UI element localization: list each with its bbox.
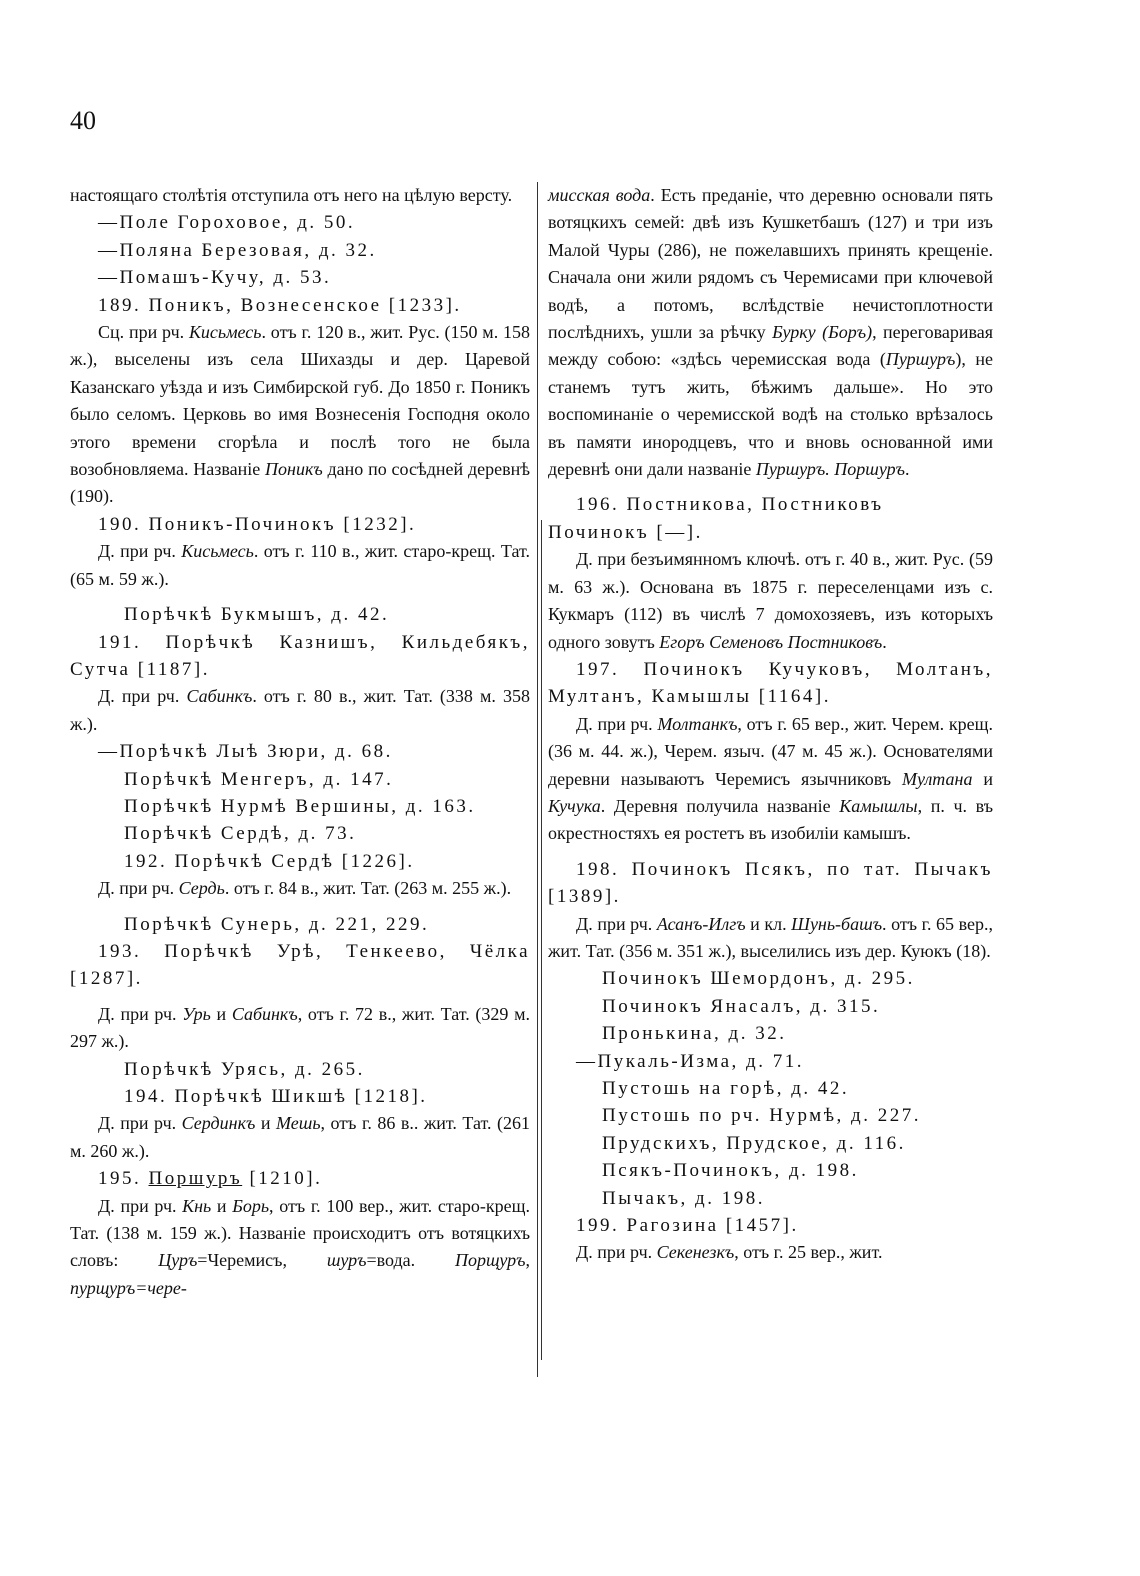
river-name: Борь	[232, 1195, 270, 1216]
river-name: Молтанкъ	[657, 713, 738, 734]
text: Д. при рч.	[98, 1195, 183, 1216]
text: . Деревня получила названіе	[600, 795, 840, 816]
text: . отъ г. 110 в., жит. старо-крещ. Тат. (65 м. 59 ж.).	[70, 541, 530, 589]
text: Д. при рч.	[576, 913, 657, 934]
cross-ref: —Поляна Березовая, д. 32.	[98, 239, 377, 261]
word: шуръ	[326, 1250, 367, 1271]
place-name: Поникъ	[265, 459, 323, 480]
entry-heading-195	[70, 1165, 530, 1192]
entry-heading-194: 194. Порѣчкѣ Шикшѣ [1218].	[124, 1086, 428, 1107]
river-name: Секенезкъ	[656, 1242, 735, 1263]
text: и кл.	[745, 913, 792, 934]
river-name: Урь	[182, 1003, 211, 1024]
text: , отъ г. 25 вер., жит.	[734, 1242, 883, 1263]
text: Сц. при рч.	[98, 322, 189, 343]
text: , переговаривая между собою: «здѣсь черемисская вода (	[548, 322, 993, 370]
river-name: Сердинкъ	[181, 1113, 256, 1134]
text: , отъ г. 100 вер., жит. старо-крещ. Тат. (138 м. 159 ж.). Названіе происходитъ отъ вотяцкихъ словъ:	[70, 1195, 530, 1271]
river-name: Сабинкъ	[186, 686, 253, 707]
text: .	[882, 631, 887, 652]
right-column	[548, 182, 993, 1267]
entry-body-191	[70, 683, 530, 738]
text: , отъ г. 86 в.. жит. Тат. (261 м. 260 ж.).	[70, 1113, 530, 1161]
cross-ref: —Пукаль-Изма, д. 71.	[576, 1050, 804, 1072]
river-name: Мешь	[276, 1113, 321, 1134]
entry-body-192	[70, 875, 530, 902]
cross-ref: Пустошь на горѣ, д. 42.	[602, 1078, 850, 1099]
cross-ref: Порѣчкѣ Сердѣ, д. 73.	[124, 823, 357, 845]
text: и	[972, 768, 993, 789]
entry-body-195	[70, 1193, 530, 1303]
river-name: Кнь	[182, 1195, 212, 1216]
cross-ref: Пустошь по рч. Нурмѣ, д. 227.	[602, 1105, 921, 1127]
text: Д. при рч.	[576, 713, 658, 734]
text: . отъ г. 84 в., жит. Тат. (263 м. 255 ж.).	[224, 878, 512, 899]
text: Д. при рч.	[98, 686, 187, 707]
cross-ref: Пычакъ, д. 198.	[602, 1187, 765, 1209]
river-name: Бурку (Боръ)	[772, 322, 873, 343]
cross-ref: Порѣчкѣ Урясь, д. 265.	[124, 1058, 365, 1080]
entry-heading-192: 192. Порѣчкѣ Сердѣ [1226].	[124, 850, 415, 872]
cross-ref: Прудскихъ, Прудское, д. 116.	[602, 1132, 906, 1154]
entry-body-198	[548, 911, 993, 966]
text: и	[211, 1195, 233, 1216]
cross-ref: Порѣчкѣ Нурмѣ Вершины, д. 163.	[124, 795, 476, 817]
text: дано по сосѣдней деревнѣ (190).	[70, 459, 530, 507]
entry-heading-189: 189. Поникъ, Вознесенское [1233].	[98, 294, 462, 316]
page-number: 40	[70, 106, 96, 135]
entry-body-194	[70, 1110, 530, 1165]
spring-name: Шунь-башъ	[791, 913, 883, 934]
cross-ref: —Порѣчкѣ Лыѣ Зюри, д. 68.	[98, 741, 393, 763]
column-divider-inner	[541, 520, 542, 1360]
word: Пуршуръ	[885, 349, 956, 370]
entry-name: Поршуръ	[148, 1168, 243, 1190]
person-name: Кучука	[548, 795, 601, 816]
word: Порщуръ	[455, 1250, 526, 1271]
entry-body-190	[70, 538, 530, 593]
text: . отъ г. 120 в., жит. Рус. (150 м. 158 ж.), выселены изъ села Шихазды и дер. Царевой Казанскаго уѣзда и изъ Симбирской губ. До 1850 г. Поникъ было селомъ. Церковь во имя Вознесенія Господня около этого времени сгорѣла и послѣ того не была возобновляема. Названіе	[70, 322, 530, 480]
entry-body-197	[548, 711, 993, 848]
river-name: Сабинкъ	[231, 1003, 298, 1024]
cross-ref: Порѣчкѣ Менгеръ, д. 147.	[124, 768, 394, 790]
text: . отъ г. 80 в., жит. Тат. (338 м. 358 ж.).	[70, 686, 530, 734]
text: , отъ г. 65 вер., жит. Черем. крещ. (36 м. 44. ж.), Черем. языч. (47 м. 45 ж.). Основателями деревни называютъ Черемисъ язычниковъ	[548, 713, 993, 789]
text: , отъ г. 72 в., жит. Тат. (329 м. 297 ж.).	[70, 1003, 530, 1052]
entry-heading-196: 196. Постникова, Постниковъ	[576, 494, 884, 516]
cross-ref: —Поле Гороховое, д. 50.	[98, 212, 356, 234]
river-name: Кисьмесь	[188, 322, 262, 343]
entry-body-199	[548, 1239, 993, 1266]
cross-ref: Псякъ-Починокъ, д. 198.	[602, 1160, 859, 1182]
text: Д. при рч.	[98, 541, 182, 562]
entry-heading-197: 197. Починокъ Кучуковъ, Молтанъ, Мултанъ, Камышлы [1164].	[548, 658, 993, 708]
cross-ref: —Помашъ-Кучу, д. 53.	[98, 267, 332, 289]
text: =вода.	[366, 1250, 456, 1271]
entry-heading-196-cont: Починокъ [—].	[548, 521, 703, 543]
river-name: Кисьмесь	[181, 541, 254, 562]
text: , п. ч. въ окрестностяхъ ея ростетъ въ изобиліи камышъ.	[548, 795, 994, 844]
word: пурщуръ=чере-	[70, 1277, 187, 1298]
text: Д. при безъимянномъ ключѣ. отъ г. 40 в., жит. Рус. (59 м. 63 ж.). Основана въ 1875 г. переселенцами изъ с. Кукмаръ (112) въ числѣ 7 домохозяевъ, изъ которыхъ одного зовутъ	[548, 549, 993, 652]
paragraph-continuation: настоящаго столѣтія отступила отъ него на цѣлую версту.	[70, 185, 513, 205]
text: . отъ г. 65 вер., жит. Тат. (356 м. 351 ж.), выселились изъ дер. Куюкъ (18).	[548, 913, 993, 961]
text: Д. при рч.	[576, 1242, 657, 1263]
word: Цуръ	[158, 1250, 198, 1271]
entry-heading-191: 191. Порѣчкѣ Казнишъ, Кильдебякъ, Сутча [1187].	[70, 631, 530, 680]
cross-ref: Починокъ Янасалъ, д. 315.	[602, 995, 881, 1017]
person-name: Егоръ Семеновъ Постниковъ	[659, 631, 883, 652]
word: мисская вода	[548, 185, 651, 205]
text: ,	[525, 1250, 530, 1271]
paragraph-continuation	[548, 182, 993, 483]
left-column	[70, 182, 530, 1302]
entry-code: [1210].	[242, 1168, 323, 1190]
entry-number: 195.	[98, 1168, 149, 1190]
text: Д. при рч.	[98, 1003, 183, 1024]
entry-heading-193: 193. Порѣчкѣ Урѣ, Тенкеево, Чёлка [1287].	[70, 940, 530, 990]
cross-ref: Порѣчкѣ Букмышъ, д. 42.	[124, 604, 390, 626]
text: и	[255, 1113, 276, 1134]
column-divider	[537, 182, 538, 1377]
river-name: Сердь	[178, 878, 225, 899]
text: =Черемисъ,	[197, 1250, 327, 1271]
text: и	[210, 1003, 232, 1024]
person-name: Мултана	[901, 768, 973, 789]
cross-ref: Пронькина, д. 32.	[602, 1023, 787, 1045]
text: ), не станемъ тутъ жить, бѣжимъ дальше». Но это воспоминаніе о черемисской водѣ на столько врѣзалось въ памяти инородцевъ, что и вновь основанной ими деревнѣ они дали названіе	[548, 349, 993, 480]
entry-heading-199: 199. Рагозина [1457].	[576, 1215, 799, 1237]
entry-heading-190: 190. Поникъ-Починокъ [1232].	[98, 513, 417, 535]
entry-body-196	[548, 546, 993, 656]
place-name: Пуршуръ. Поршуръ	[755, 459, 905, 480]
river-name: Асанъ-Илгъ	[656, 913, 746, 934]
text: Д. при рч.	[98, 878, 179, 899]
text: .	[904, 459, 910, 480]
entry-heading-198: 198. Починокъ Псякъ, по тат. Пычакъ [1389].	[548, 858, 993, 908]
cross-ref: Починокъ Шемордонъ, д. 295.	[602, 968, 915, 990]
place-name: Камышлы	[839, 795, 918, 816]
text: . Есть преданіе, что деревню основали пять вотяцкихъ семей: двѣ изъ Кушкетбашъ (127) и три изъ Малой Чуры (286), не пожелавшихъ принять крещеніе. Сначала они жили рядомъ съ Черемисами при ключевой водѣ, а потомъ, вслѣдствіе нечистоплотности послѣднихъ, ушли за рѣчку	[548, 185, 994, 343]
entry-body-189	[70, 319, 530, 511]
text: Д. при рч.	[98, 1113, 182, 1134]
cross-ref: Порѣчкѣ Сунерь, д. 221, 229.	[124, 913, 430, 935]
entry-body-193	[70, 1001, 530, 1056]
